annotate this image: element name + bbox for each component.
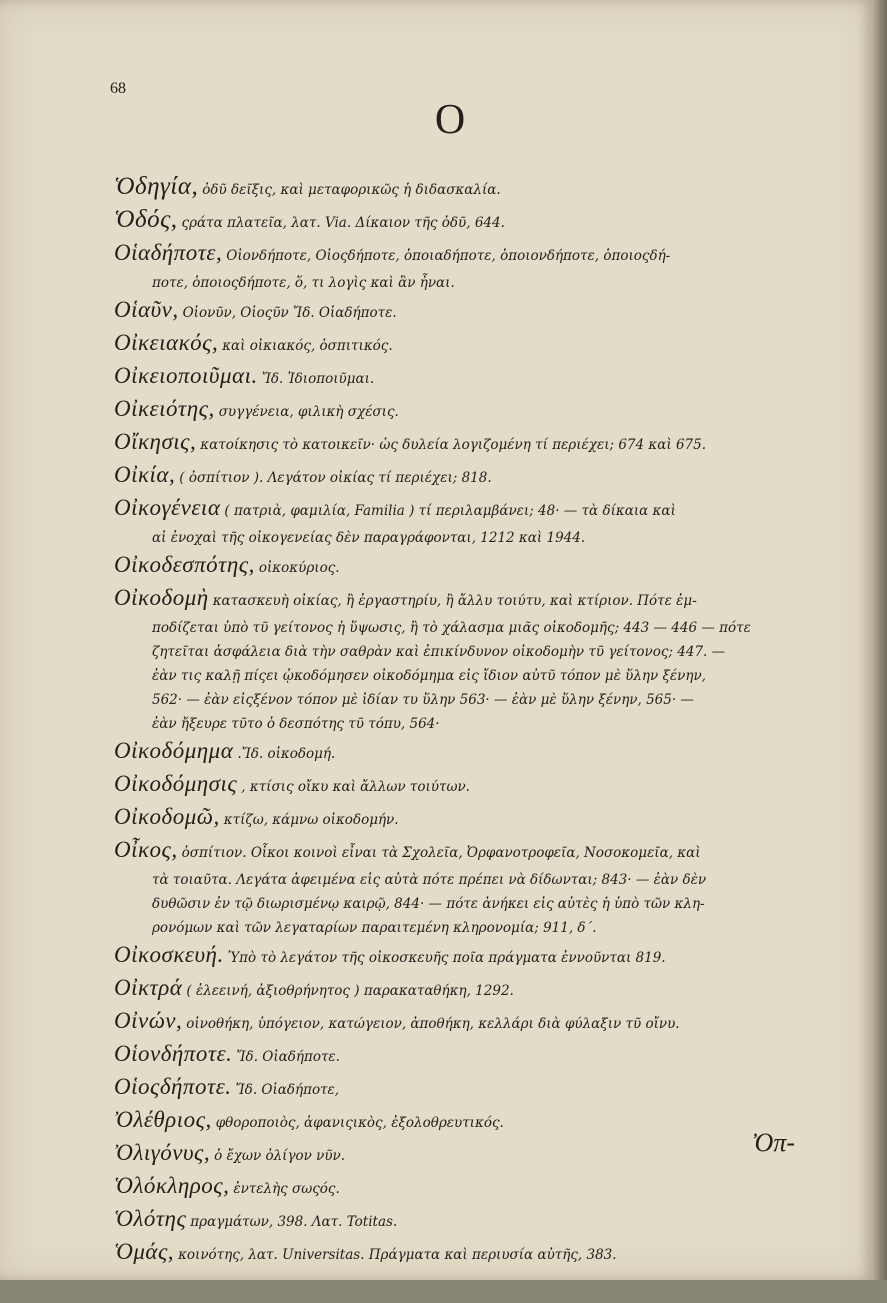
entry-text: κατασκευὴ οἰκίας, ἢ ἐργαστηρίυ, ἢ ἄλλυ τοιύτυ, καὶ κτίριον. Πότε ἐμ- <box>212 593 697 609</box>
entry-lemma: Οἰκειακός, <box>114 330 219 355</box>
dictionary-entries <box>114 172 814 1303</box>
entry-text: αἱ ἐνοχαὶ τῆς οἰκογενείας δὲν παραγράφονται, 1212 καὶ 1944. <box>152 530 586 546</box>
entry-lemma: Οἱονδήποτε. <box>114 1041 233 1066</box>
entry-lemma: Ὁλότης <box>114 1206 187 1231</box>
entry <box>114 1270 814 1303</box>
entry-lemma: Οἰνών, <box>114 1008 183 1033</box>
entry-text: ςράτα πλατεῖα, λατ. Via. Δίκαιον τῆς ὀδῦ, 644. <box>181 215 505 231</box>
entry-lemma: Ὁλόκληρος, <box>114 1173 230 1198</box>
entry-text: συγγένεια, φιλικὴ σχέσις. <box>218 404 399 420</box>
entry-lemma: Οἶκος, <box>114 837 178 862</box>
letter-heading: Ο <box>434 97 466 143</box>
entry <box>114 427 814 460</box>
entry-text: οἰκοκύριος. <box>258 560 340 576</box>
entry-text: ἐὰν ἤξευρε τῦτο ὁ δεσπότης τῦ τόπυ, 564· <box>152 716 440 732</box>
entry-text: .Ἴδ. οἰκοδομή. <box>237 746 336 762</box>
entry <box>114 394 814 427</box>
entry <box>114 769 814 802</box>
entry-text: ὀδῦ δεῖξις, καὶ μεταφορικῶς ἡ διδασκαλία. <box>202 182 501 198</box>
entry-text: Ἴδ. Οἱαδήποτε, <box>235 1082 340 1098</box>
entry <box>114 493 814 550</box>
entry <box>114 973 814 1006</box>
entry-text: φθοροποιὸς, ἀφανιςικὸς, ἐξολοθρευτικός. <box>215 1115 504 1131</box>
entry <box>114 205 814 238</box>
entry-text: ἐντελὴς σωςός. <box>233 1181 340 1197</box>
page-number: 68 <box>110 80 126 97</box>
entry-lemma: Οἰκοδεσπότης, <box>114 552 255 577</box>
entry-lemma: Ὁδηγία, <box>114 173 199 200</box>
entry <box>114 295 814 328</box>
entry-lemma: Οἱαῦν, <box>114 297 179 322</box>
entry-text: τὰ τοιαῦτα. Λεγάτα ἀφειμένα εἰς αὐτὰ πότε πρέπει νὰ δίδωνται; 843· — ἐὰν δὲν <box>152 872 707 888</box>
entry-lemma: Οἰκοδομὴ <box>114 585 209 610</box>
entry-lemma: Ὁδός, <box>114 206 178 233</box>
entry-text: ὁ ἔχων ὀλίγον νῦν. <box>214 1148 346 1164</box>
entry-text: Οἱονδήποτε, Οἱοςδήποτε, ὁποιαδήποτε, ὁποιονδήποτε, ὁποιοςδή- <box>226 248 671 264</box>
entry-text: Ἴδ. Οἱαδήποτε. <box>236 1049 340 1065</box>
entry-lemma: Οἰκειότης, <box>114 396 215 421</box>
entry <box>114 1237 814 1270</box>
entry-lemma: Οἱαδήποτε, <box>114 240 223 265</box>
entry-text: ( ὀσπίτιον ). Λεγάτον οἰκίας τί περιέχει; 818. <box>179 470 492 486</box>
entry-text: κτίζω, κάμνω οἰκοδομήν. <box>223 812 399 828</box>
entry <box>114 940 814 973</box>
entry-text: ρονόμων καὶ τῶν λεγαταρίων παραιτεμένη κληρονομία; 911, δ΄. <box>152 920 597 936</box>
entry <box>114 802 814 835</box>
entry-lemma: Οἰκοσκευή. <box>114 942 224 967</box>
entry-lemma: Ὁμάς, <box>114 1239 175 1264</box>
entry-text: δυθῶσιν ἐν τῷ διωρισμένῳ καιρῷ, 844· — πότε ἀνήκει εἰς αὐτὲς ἡ ὑπὸ τῶν κλη- <box>152 896 705 912</box>
entry <box>114 1204 814 1237</box>
entry-lemma: Ὀλιγόνυς, <box>114 1140 211 1165</box>
entry-lemma: Οἰκειοποιῦμαι. <box>114 363 258 388</box>
entry-lemma: Ὀλέθριος, <box>114 1107 212 1132</box>
entry-lemma: Οἰκοδόμημα <box>114 738 234 763</box>
entry <box>114 1171 814 1204</box>
entry <box>114 1006 814 1039</box>
entry-text: Οἱονῦν, Οἱοςῦν Ἴδ. Οἱαδήποτε. <box>182 305 397 321</box>
entry-text: κοινότης, λατ. Universitas. Πράγματα καὶ περιυσία αὐτῆς, 383. <box>178 1247 617 1263</box>
entry-lemma: Οἰκογένεια <box>114 495 221 520</box>
entry <box>114 172 814 205</box>
entry <box>114 328 814 361</box>
entry <box>114 583 814 736</box>
entry <box>114 361 814 394</box>
entry-text: πραγμάτων, 398. Λατ. Totitas. <box>190 1214 398 1230</box>
entry-lemma: Οἴκησις, <box>114 429 197 454</box>
entry-lemma: Οἰκοδόμησις <box>114 771 238 796</box>
entry <box>114 835 814 940</box>
entry-text: οἰνοθήκη, ὑπόγειον, κατώγειον, ἀποθήκη, κελλάρι διὰ φύλαξιν τῦ οἴνυ. <box>186 1016 680 1032</box>
entry <box>114 550 814 583</box>
entry-lemma: Οἱοςδήποτε. <box>114 1074 232 1099</box>
entry <box>114 460 814 493</box>
entry-text: Ἴδ. Ἰδιοποιῦμαι. <box>261 371 375 387</box>
entry-text: ποδίζεται ὑπὸ τῦ γείτονος ἡ ὕψωσις, ἢ τὸ χάλασμα μιᾶς οἰκοδομῆς; 443 — 446 — πότε <box>152 620 751 636</box>
entry <box>114 1138 814 1171</box>
entry-text: ζητεῖται ἀσφάλεια διὰ τὴν σαθρὰν καὶ ἐπικίνδυνον οἰκοδομὴν τῦ γείτονος; 447. — <box>152 644 726 660</box>
entry-text: κατοίκησις τὸ κατοικεῖν· ὡς δυλεία λογιζομένη τί περιέχει; 674 καὶ 675. <box>200 437 707 453</box>
entry-text: , κτίσις οἴκυ καὶ ἄλλων τοιύτων. <box>241 779 470 795</box>
entry-text: Ὑπὸ τὸ λεγάτον τῆς οἰκοσκευῆς ποῖα πράγματα ἐννοῦνται 819. <box>227 950 666 966</box>
entry <box>114 1072 814 1105</box>
entry <box>114 736 814 769</box>
entry-lemma: Οἰκτρά <box>114 975 183 1000</box>
entry-text: 562· — ἐὰν εἰςξένον τόπον μὲ ἰδίαν τυ ὕλην 563· — ἐὰν μὲ ὕλην ξένην, 565· — <box>152 692 694 708</box>
catchword: Ὀπ- <box>752 1128 795 1157</box>
entry-text: ποτε, ὁποιοςδήποτε, ὅ, τι λογὶς καὶ ἂν ἦναι. <box>152 275 455 291</box>
page-edge <box>872 0 887 1280</box>
entry <box>114 1105 814 1138</box>
entry-text: ὀσπίτιον. Οἶκοι κοινοὶ εἶναι τὰ Σχολεῖα, Ὀρφανοτροφεῖα, Νοσοκομεῖα, καὶ <box>181 845 701 861</box>
entry-text: καὶ οἰκιακός, ὀσπιτικός. <box>222 338 393 354</box>
entry-lemma: Οἰκία, <box>114 462 176 487</box>
entry-text: ( ἐλεεινή, ἀξιοθρήνητος ) παρακαταθήκη, 1292. <box>186 983 514 999</box>
entry-lemma: Οἰκοδομῶ, <box>114 804 220 829</box>
entry <box>114 1039 814 1072</box>
entry-text: ( πατριὰ, φαμιλία, Familia ) τί περιλαμβάνει; 48· — τὰ δίκαια καὶ <box>224 503 676 519</box>
entry <box>114 238 814 295</box>
entry-text: ἐὰν τις καλῇ πίςει ᾠκοδόμησεν οἰκοδόμημα εἰς ἴδιον αὐτῦ τόπον μὲ ὕλην ξένην, <box>152 668 706 684</box>
